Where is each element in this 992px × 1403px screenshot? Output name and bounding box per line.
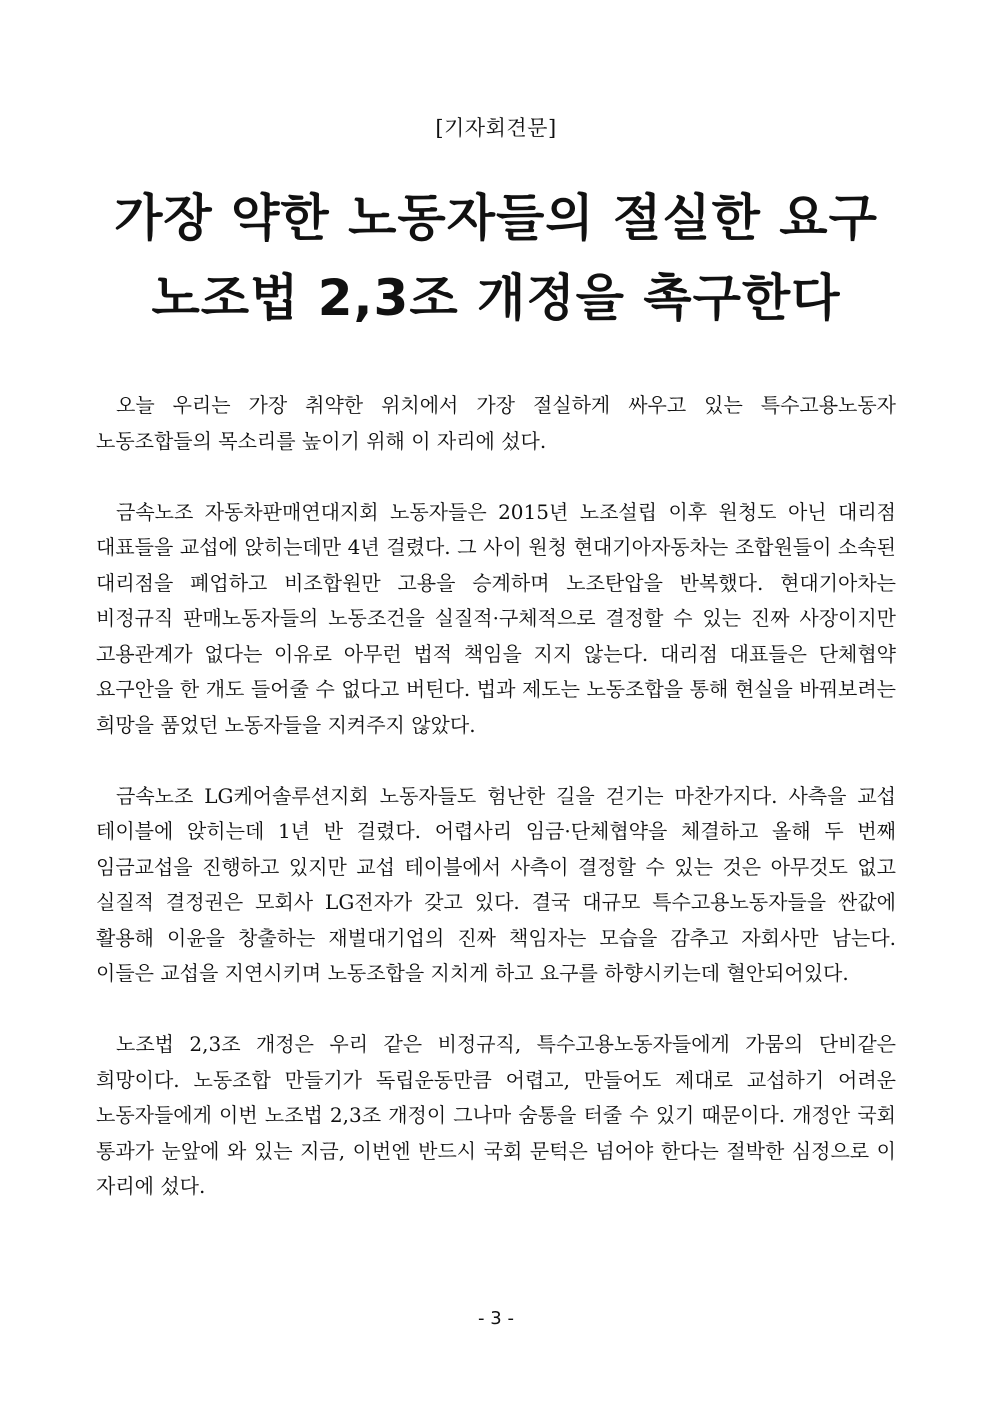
page-number: - 3 - xyxy=(478,1308,514,1329)
headline-line-2: 노조법 2,3조 개정을 촉구한다 xyxy=(151,269,841,327)
document-type-label: [기자회견문] xyxy=(435,116,557,140)
paragraph-3: 금속노조 LG케어솔루션지회 노동자들도 험난한 길을 걷기는 마찬가지다. 사측을 교섭 테이블에 앉히는데 1년 반 걸렸다. 어렵사리 임금·단체협약을 체결하고 올해 두 번째 임금교섭을 진행하고 있지만 교섭 테이블에서 사측이 결정할 수 있는 것은 아무것도 없고 실질적 결정권은 모회사 LG전자가 갖고 있다. 결국 대규모 특수고용노동자들을 싼값에 활용해 이윤을 창출하는 재벌대기업의 진짜 책임자는 모습을 감추고 자회사만 남는다. 이들은 교섭을 지연시키며 노동조합을 지치게 하고 요구를 하향시키는데 혈안되어있다. xyxy=(96,783,896,985)
paragraph-1: 오늘 우리는 가장 취약한 위치에서 가장 절실하게 싸우고 있는 특수고용노동자 노동조합들의 목소리를 높이기 위해 이 자리에 섰다. xyxy=(96,393,896,453)
headline-line-1: 가장 약한 노동자들의 절실한 요구 xyxy=(114,189,878,247)
paragraph-4: 노조법 2,3조 개정은 우리 같은 비정규직, 특수고용노동자들에게 가뭄의 단비같은 희망이다. 노동조합 만들기가 독립운동만큼 어렵고, 만들어도 제대로 교섭하기 어려운 노동자들에게 이번 노조법 2,3조 개정이 그나마 숨통을 터줄 수 있기 때문이다. 개정안 국회 통과가 눈앞에 와 있는 지금, 이번엔 반드시 국회 문턱은 넘어야 한다는 절박한 심정으로 이 자리에 섰다. xyxy=(96,1032,896,1198)
body-text xyxy=(96,388,896,1240)
paragraph-2: 금속노조 자동차판매연대지회 노동자들은 2015년 노조설립 이후 원청도 아닌 대리점 대표들을 교섭에 앉히는데만 4년 걸렸다. 그 사이 원청 현대기아자동차는 조합원들이 소속된 대리점을 폐업하고 비조합원만 고용을 승계하며 노조탄압을 반복했다. 현대기아차는 비정규직 판매노동자들의 노동조건을 실질적·구체적으로 결정할 수 있는 진짜 사장이지만 고용관계가 없다는 이유로 아무런 법적 책임을 지지 않는다. 대리점 대표들은 단체협약 요구안을 한 개도 들어줄 수 없다고 버틴다. 법과 제도는 노동조합을 통해 현실을 바꿔보려는 희망을 품었던 노동자들을 지켜주지 않았다. xyxy=(96,499,896,737)
